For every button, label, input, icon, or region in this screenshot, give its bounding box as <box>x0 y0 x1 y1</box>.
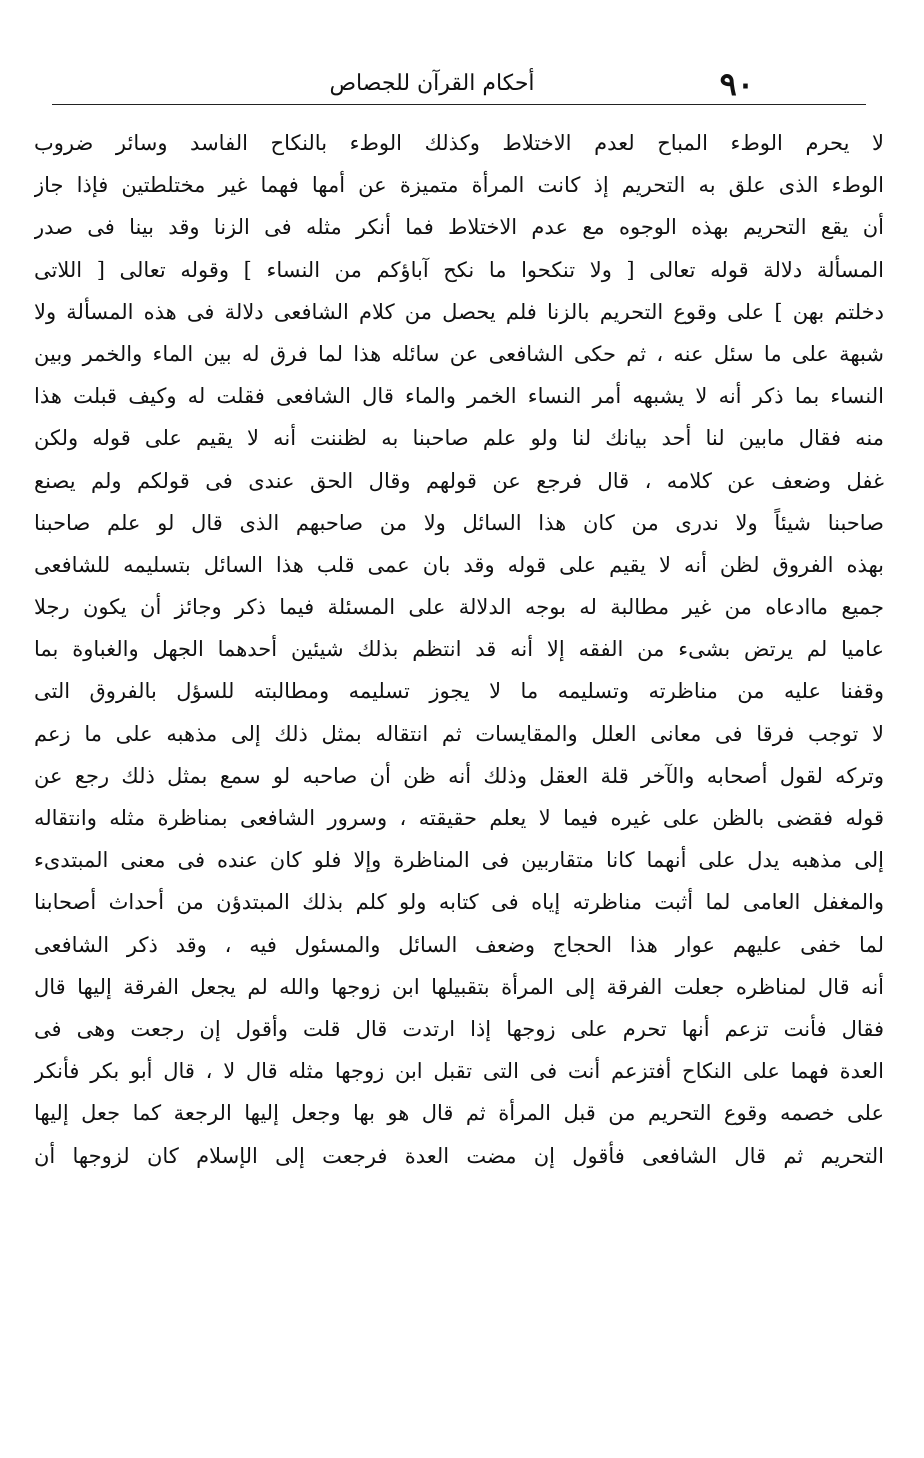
text-line: دخلتم بهن ] على وقوع التحريم بالزنا فلم يحصل من كلام الشافعى دلالة فى هذه المسألة ولا <box>34 299 884 324</box>
text-line: أنه قال لمناظره جعلت الفرقة إلى المرأة بتقبيلها ابن زوجها والله لم يجعل الفرقة إليها قال <box>34 974 884 999</box>
text-line: قوله فقضى بالظن على غيره فيما لا يعلم حقيقته ، وسرور الشافعى بمناظرة مثله وانتقاله <box>34 806 884 830</box>
text-line: فقال فأنت تزعم أنها تحرم على زوجها إذا ارتدت قال قلت وأقول إن رجعت وهى فى <box>34 1016 884 1041</box>
text-line: أن يقع التحريم بهذه الوجوه مع عدم الاختلاط فما أنكر مثله فى الزنا وقد بينا فى صدر <box>34 215 884 240</box>
text-line: لما خفى عليهم عوار هذا الحجاج وضعف السائل والمسئول فيه ، وقد ذكر الشافعى <box>34 932 884 957</box>
text-line: النساء بما ذكر أنه لا يشبهه أمر النساء الخمر والماء قال الشافعى فقلت له وكيف قبلت هذا <box>34 384 884 409</box>
body-text <box>34 122 884 1177</box>
page-number: ٩٠ <box>719 65 754 103</box>
running-title: أحكام القرآن للجصاص <box>329 71 535 96</box>
text-line: لا يحرم الوطء المباح لعدم الاختلاط وكذلك الوطء بالنكاح الفاسد وسائر ضروب <box>34 131 884 155</box>
text-line: المسألة دلالة قوله تعالى [ ولا تنكحوا ما نكح آباؤكم من النساء ] وقوله تعالى [ اللاتى <box>34 257 884 282</box>
header-divider <box>52 104 866 105</box>
text-line: شبهة على ما سئل عنه ، ثم حكى الشافعى عن سائله هذا لما فرق له بين الماء والخمر وبين <box>34 341 884 366</box>
text-line: غفل وضعف عن كلامه ، قال فرجع عن قولهم وقال الحق عندى فى قولكم ولم يصنع <box>34 468 884 493</box>
text-line: التحريم ثم قال الشافعى فأقول إن مضت العدة فرجعت إلى الإسلام كان لزوجها أن <box>34 1143 884 1168</box>
text-line: عاميا لم يرتض بشىء من الفقه إلا أنه قد انتظم بذلك شيئين أحدهما الجهل والغباوة بما <box>34 637 884 662</box>
text-line: لا توجب فرقا فى معانى العلل والمقايسات ثم انتقاله بمثل ذلك إلى مذهبه على ما زعم <box>34 721 884 746</box>
text-line: الوطء الذى علق به التحريم إذ كانت المرأة متميزة عن أمها فهما غير مختلطتين فإذا جاز <box>34 173 884 198</box>
text-line: وتركه لقول أصحابه والآخر قلة العقل وذلك أنه ظن أن صاحبه لو سمع بمثل ذلك رجع عن <box>34 763 884 788</box>
text-line: بهذه الفروق لظن أنه لا يقيم على قوله وقد بان عمى قلب هذا السائل بتسليمه للشافعى <box>34 552 884 577</box>
text-line: على خصمه وقوع التحريم من قبل المرأة ثم قال هو بها وجعل إليها الرجعة كما جعل إليها <box>34 1101 884 1126</box>
text-line: منه فقال مابين لنا أحد بيانك لنا ولو علم صاحبنا به لظننت أنه لا يقيم على قوله ولكن <box>34 426 884 451</box>
text-line: وقفنا عليه من مناظرته وتسليمه ما لا يجوز تسليمه ومطالبته للسؤل بالفروق التى <box>34 679 884 704</box>
text-line: العدة فهما على النكاح أفتزعم أنت فى التى تقبل ابن زوجها مثله قال لا ، قال أبو بكر فأنكر <box>34 1059 884 1084</box>
text-line: والمغفل العامى لما أثبت مناظرته إياه فى كتابه ولو كلم بذلك المبتدؤن من أحداث أصحابنا <box>34 890 884 915</box>
text-line: إلى مذهبه يدل على أنهما كانا متقاربين فى المناظرة وإلا فلو كان عنده فى معنى المبتدىء <box>34 848 884 873</box>
text-line: صاحبنا شيئاً ولا ندرى من كان هذا السائل ولا من صاحبهم الذى قال لو علم صاحبنا <box>34 510 884 535</box>
text-line: جميع ماادعاه من غير مطالبة له بوجه الدلالة على المسئلة فيما ذكر وجائز أن يكون رجلا <box>34 595 884 620</box>
page-header <box>40 62 884 106</box>
